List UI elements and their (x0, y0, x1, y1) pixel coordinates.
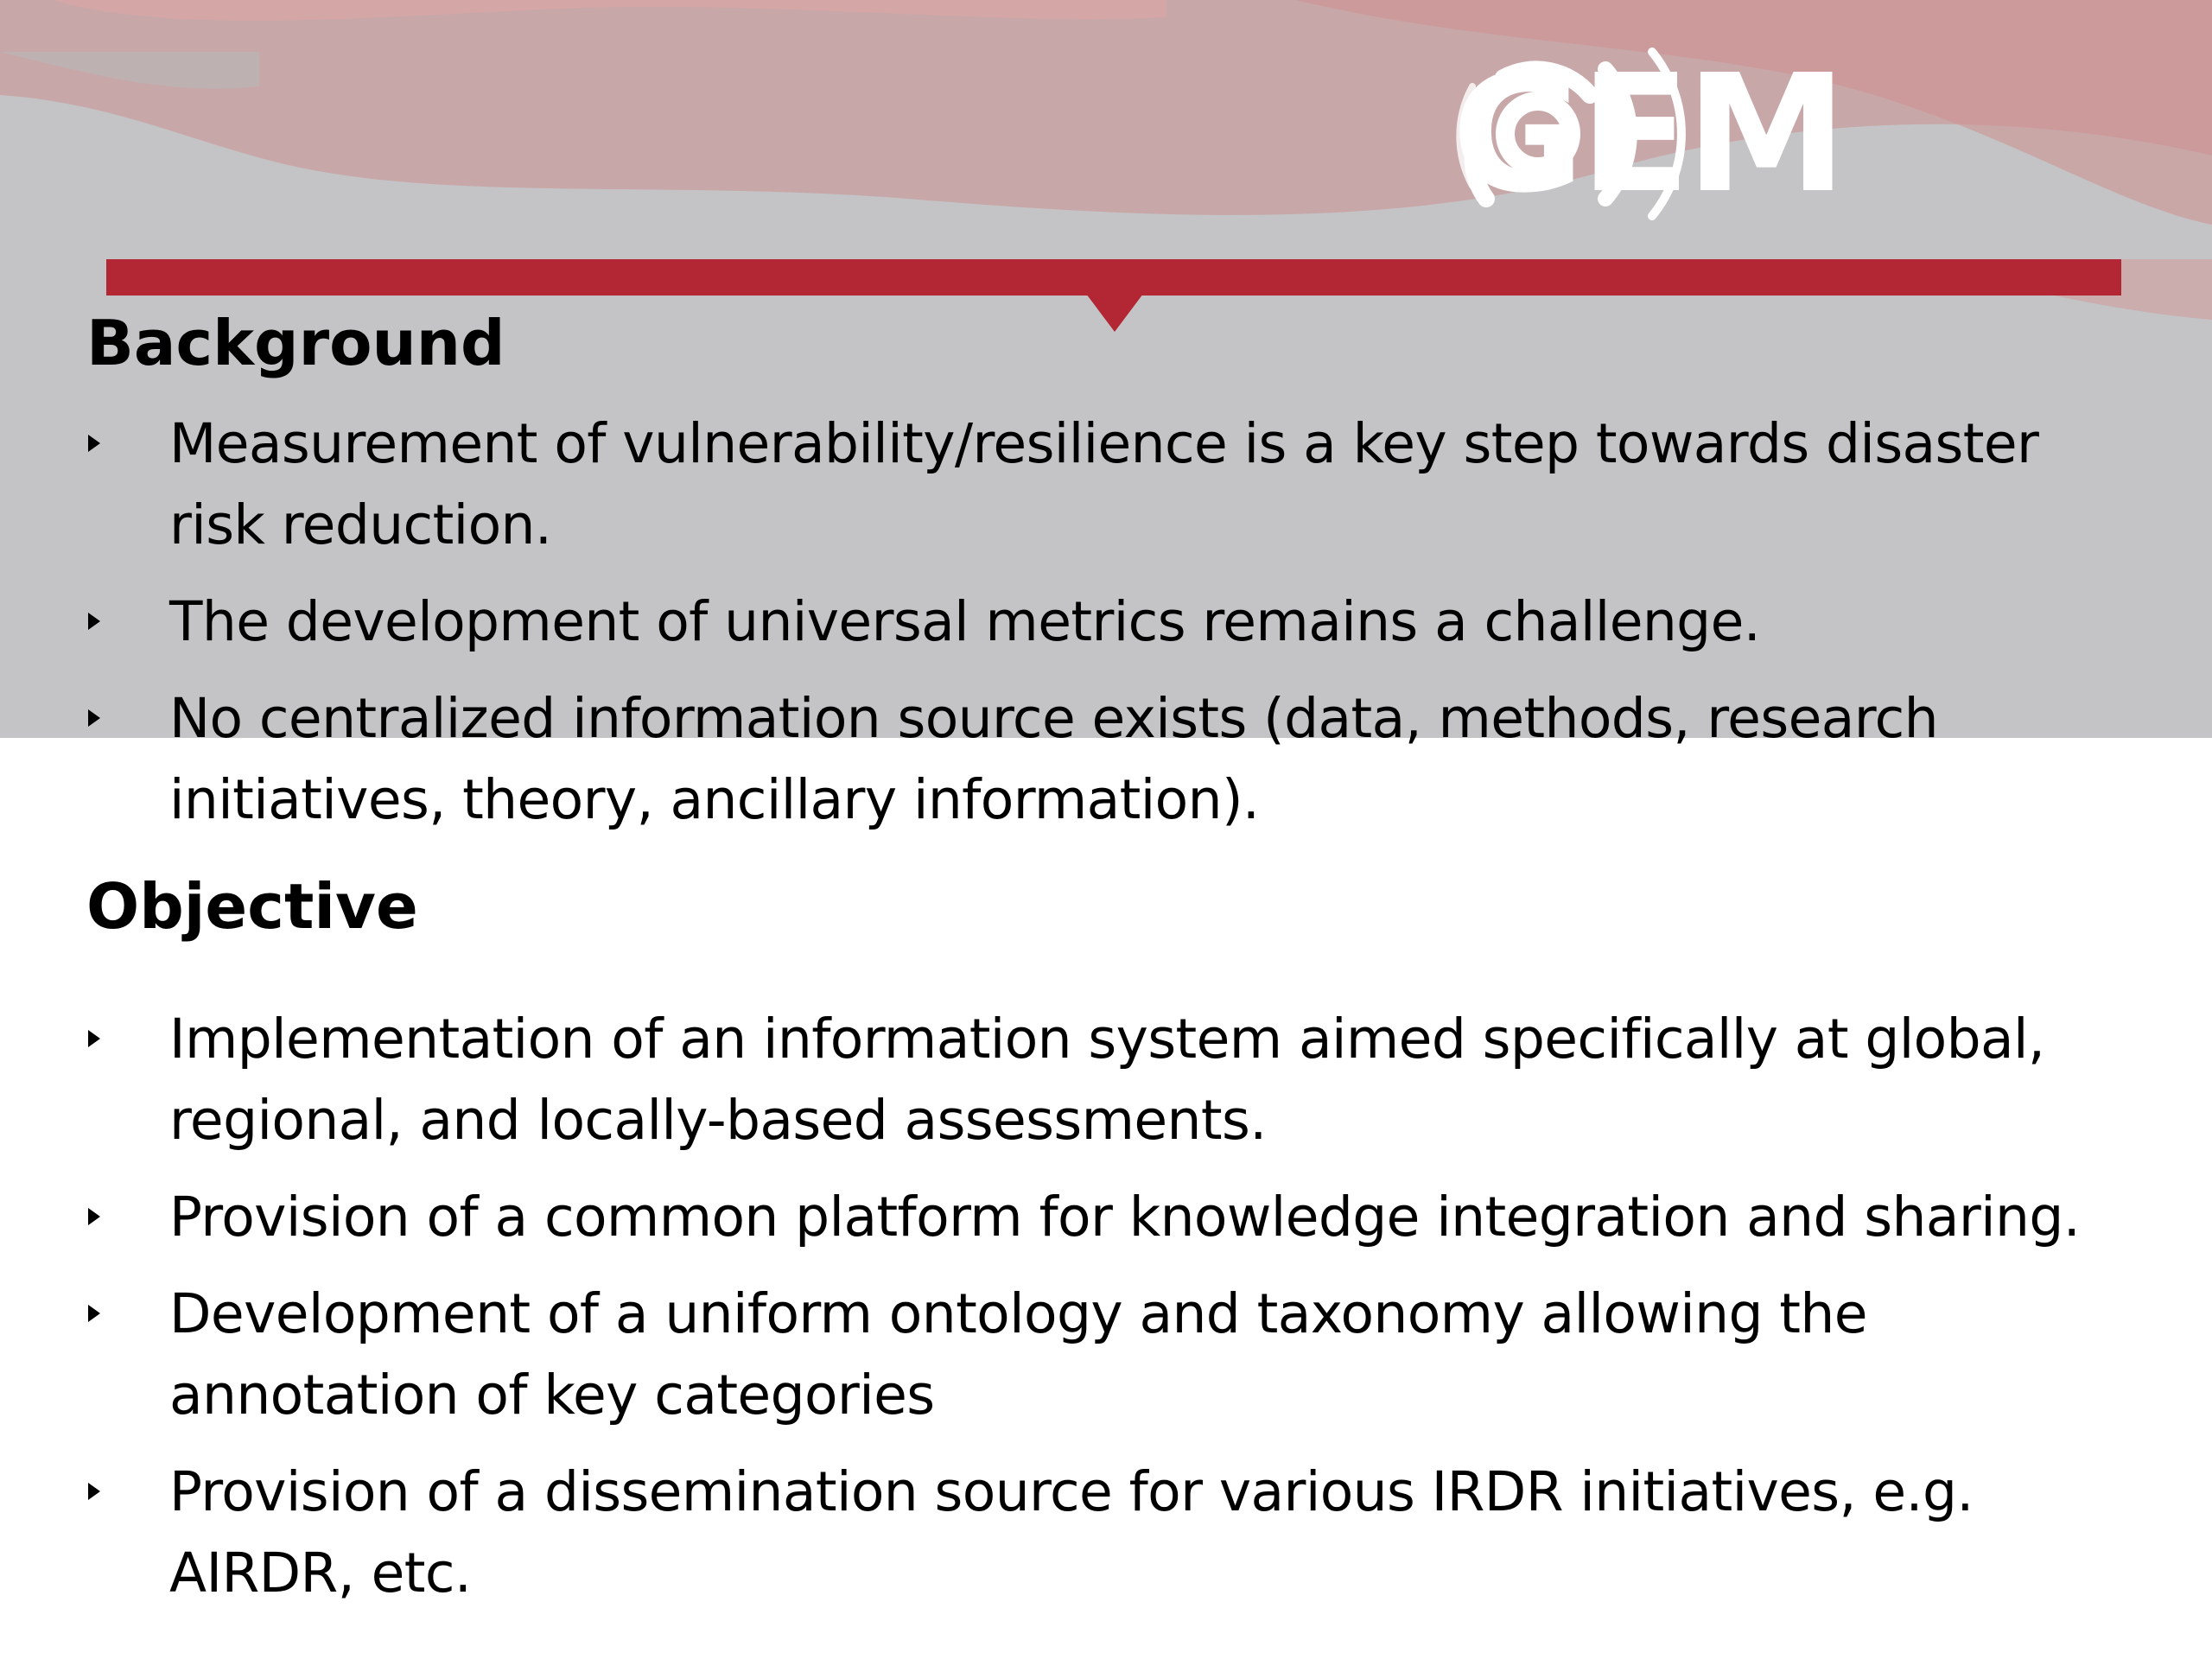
bullet-icon (88, 1305, 100, 1322)
list-item-line: Measurement of vulnerability/resilience is a key step towards disaster (169, 412, 2039, 475)
bullet-icon (88, 435, 100, 452)
bullet-icon (88, 1483, 100, 1500)
list-item-line: Development of a uniform ontology and taxonomy allowing the (169, 1282, 1867, 1345)
list-item-line: AIRDR, etc. (169, 1541, 472, 1605)
list-item-line: Provision of a common platform for knowledge integration and sharing. (169, 1185, 2081, 1249)
list-item-line: Implementation of an information system aimed specifically at global, (169, 1007, 2045, 1071)
title-rule-notch (1086, 294, 1143, 332)
gem-logo (1452, 35, 2126, 233)
logo-wordmark: GEM (1452, 40, 1842, 229)
bullet-icon (88, 1030, 100, 1047)
heading-background: Background (86, 307, 505, 379)
list-item-line: No centralized information source exists (data, methods, research (169, 687, 1939, 750)
list-item-line: risk reduction. (169, 493, 552, 556)
heading-objective: Objective (86, 870, 418, 943)
bullet-icon (88, 1208, 100, 1225)
bullet-icon (88, 613, 100, 630)
bullet-icon (88, 709, 100, 727)
list-item-line: Provision of a dissemination source for various IRDR initiatives, e.g. (169, 1460, 1974, 1523)
list-item-line: annotation of key categories (169, 1363, 935, 1427)
list-item-line: initiatives, theory, ancillary information). (169, 768, 1260, 831)
list-item-line: regional, and locally-based assessments. (169, 1089, 1267, 1152)
list-item-line: The development of universal metrics remains a challenge. (169, 590, 1761, 653)
title-rule (106, 259, 2121, 296)
concentric-rings-icon (1452, 35, 1728, 233)
